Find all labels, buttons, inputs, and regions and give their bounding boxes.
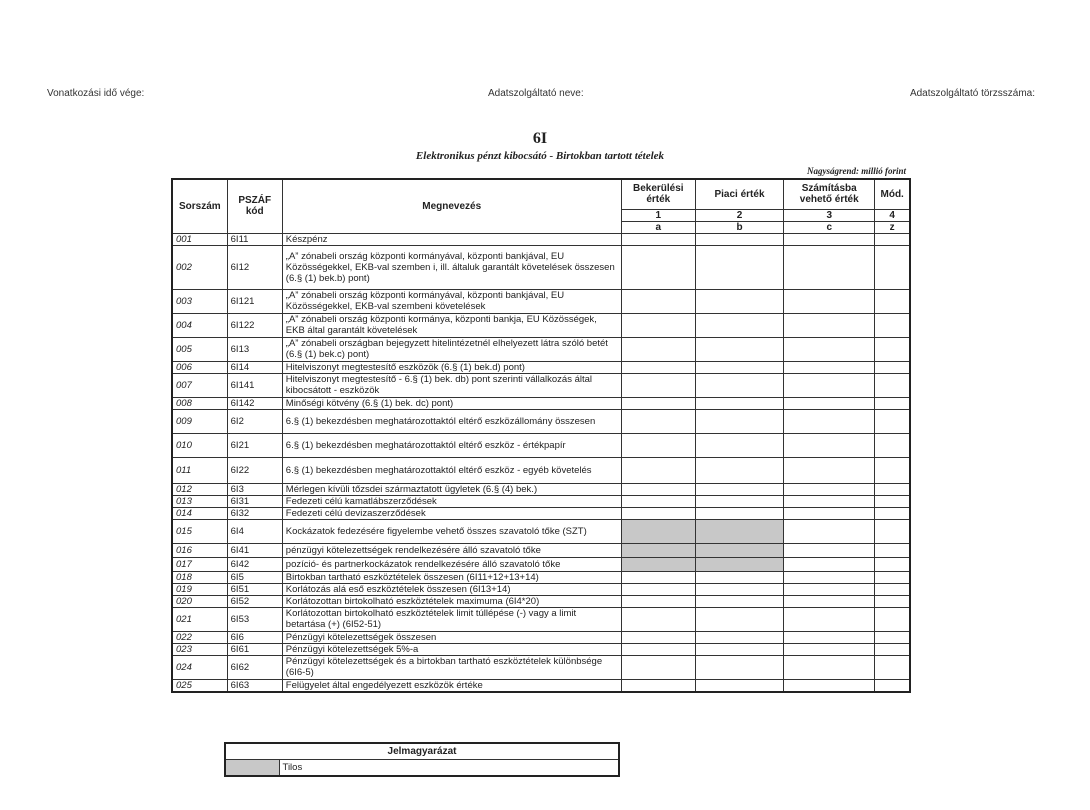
table-row [172,679,910,692]
col-header-serial: Sorszám [172,179,227,233]
provider-id-label: Adatszolgáltató törzsszáma: [909,88,1035,99]
value-cell[interactable] [784,409,875,433]
row-serial: 010 [172,433,227,457]
row-name: Korlátozottan birtokolható eszköztételek limit túllépése (-) vagy a limit betartása (+) (6I52-51) [282,607,621,631]
value-cell[interactable] [784,679,875,692]
value-cell[interactable] [621,595,695,607]
row-name: 6.§ (1) bekezdésben meghatározottaktól eltérő eszköz - egyéb követelés [282,457,621,483]
row-code: 6I4 [227,519,282,543]
value-cell[interactable] [621,483,695,495]
value-cell[interactable] [695,337,783,361]
value-cell[interactable] [621,643,695,655]
value-cell[interactable] [784,457,875,483]
row-serial: 005 [172,337,227,361]
form-code: 6I [532,130,548,147]
value-cell[interactable] [621,583,695,595]
value-cell[interactable] [784,233,875,245]
table-row [172,495,910,507]
value-cell[interactable] [621,245,695,289]
col-header-pszaf-code: PSZÁF kód [227,179,282,233]
value-cell[interactable] [695,495,783,507]
items-table [171,178,911,693]
legend-title: Jelmagyarázat [225,743,619,760]
row-code: 6I121 [227,289,282,313]
row-serial: 001 [172,233,227,245]
row-serial: 008 [172,397,227,409]
row-serial: 006 [172,361,227,373]
table-row [172,519,910,543]
row-name: Fedezeti célú devizaszerződések [282,507,621,519]
row-code: 6I51 [227,583,282,595]
value-cell[interactable] [784,507,875,519]
row-code: 6I14 [227,361,282,373]
unit-note: Nagyságrend: millió forint [806,166,906,176]
value-cell[interactable] [784,583,875,595]
value-cell[interactable] [695,397,783,409]
row-serial: 018 [172,571,227,583]
row-name: „A” zónabeli ország központi kormányával, központi bankjával, EU Közösségekkel, EKB-val szemben i, ill. általuk garantált követelések összesen (6.§ (1) bek.b) pont) [282,245,621,289]
table-row [172,543,910,557]
value-cell[interactable] [784,397,875,409]
table-row [172,631,910,643]
value-cell[interactable] [875,361,910,373]
table-row [172,507,910,519]
value-cell[interactable] [695,457,783,483]
value-cell[interactable] [695,289,783,313]
row-code: 6I61 [227,643,282,655]
value-cell[interactable] [875,233,910,245]
row-code: 6I53 [227,607,282,631]
value-cell[interactable] [875,643,910,655]
value-cell[interactable] [695,595,783,607]
row-code: 6I5 [227,571,282,583]
value-cell[interactable] [875,495,910,507]
prohibited-cell [621,519,695,543]
row-code: 6I6 [227,631,282,643]
row-serial: 023 [172,643,227,655]
legend-swatch [225,760,279,777]
row-name: 6.§ (1) bekezdésben meghatározottaktól eltérő eszköz - értékpapír [282,433,621,457]
value-cell[interactable] [621,313,695,337]
value-cell[interactable] [621,495,695,507]
value-cell[interactable] [875,519,910,543]
prohibited-cell [695,557,783,571]
value-cell[interactable] [875,571,910,583]
value-cell[interactable] [695,483,783,495]
row-name: „A” zónabeli ország központi kormányával, központi bankjával, EU Közösségekkel, EKB-val szembeni követelések [282,289,621,313]
row-code: 6I141 [227,373,282,397]
value-cell[interactable] [875,337,910,361]
value-cell[interactable] [875,373,910,397]
col-index-letter: a [621,221,695,233]
table-row [172,583,910,595]
value-cell[interactable] [695,655,783,679]
period-end-label: Vonatkozási idő vége: [47,88,145,99]
col-index-letter: c [784,221,875,233]
row-code: 6I142 [227,397,282,409]
value-cell[interactable] [784,337,875,361]
col-header-value1: Bekerülési érték [621,179,695,209]
table-row [172,373,910,397]
row-code: 6I2 [227,409,282,433]
value-cell[interactable] [621,373,695,397]
table-row [172,595,910,607]
row-serial: 013 [172,495,227,507]
value-cell[interactable] [875,289,910,313]
value-cell[interactable] [875,583,910,595]
table-row [172,483,910,495]
value-cell[interactable] [621,409,695,433]
value-cell[interactable] [875,557,910,571]
row-code: 6I12 [227,245,282,289]
value-cell[interactable] [621,607,695,631]
value-cell[interactable] [784,595,875,607]
col-index-letter: z [875,221,910,233]
value-cell[interactable] [875,679,910,692]
value-cell[interactable] [875,313,910,337]
value-cell[interactable] [875,483,910,495]
value-cell[interactable] [695,409,783,433]
table-row [172,457,910,483]
value-cell[interactable] [621,397,695,409]
row-code: 6I11 [227,233,282,245]
prohibited-cell [621,557,695,571]
col-header-value3: Számításba vehető érték [784,179,875,209]
row-serial: 015 [172,519,227,543]
value-cell[interactable] [784,631,875,643]
value-cell[interactable] [875,409,910,433]
value-cell[interactable] [695,433,783,457]
row-serial: 004 [172,313,227,337]
row-name: Pénzügyi kötelezettségek 5%-a [282,643,621,655]
value-cell[interactable] [621,571,695,583]
value-cell[interactable] [875,397,910,409]
row-serial: 011 [172,457,227,483]
row-name: Hitelviszonyt megtestesítő - 6.§ (1) bek. db) pont szerinti vállalkozás által kibocsátott - eszközök [282,373,621,397]
row-name: Birtokban tartható eszköztételek összesen (6I11+12+13+14) [282,571,621,583]
row-code: 6I41 [227,543,282,557]
row-serial: 003 [172,289,227,313]
legend-label: Tilos [279,760,619,777]
col-index-letter: b [695,221,783,233]
row-code: 6I21 [227,433,282,457]
value-cell[interactable] [621,337,695,361]
row-name: pozíció- és partnerkockázatok rendelkezésére álló szavatoló tőke [282,557,621,571]
table-row [172,313,910,337]
table-row [172,397,910,409]
col-index-number: 1 [621,209,695,221]
row-serial: 020 [172,595,227,607]
value-cell[interactable] [621,433,695,457]
row-serial: 009 [172,409,227,433]
row-name: Minőségi kötvény (6.§ (1) bek. dc) pont) [282,397,621,409]
form-title: Elektronikus pénzt kibocsátó - Birtokban tartott tételek [415,150,665,162]
value-cell[interactable] [621,679,695,692]
row-name: Pénzügyi kötelezettségek és a birtokban tartható eszköztételek különbsége (6I6-5) [282,655,621,679]
row-name: pénzügyi kötelezettségek rendelkezésére álló szavatoló tőke [282,543,621,557]
col-header-mod: Mód. [875,179,910,209]
value-cell[interactable] [784,643,875,655]
row-code: 6I3 [227,483,282,495]
value-cell[interactable] [621,233,695,245]
value-cell[interactable] [695,643,783,655]
table-row [172,655,910,679]
table-row [172,643,910,655]
value-cell[interactable] [695,233,783,245]
value-cell[interactable] [784,557,875,571]
value-cell[interactable] [875,595,910,607]
table-row [172,245,910,289]
value-cell[interactable] [784,571,875,583]
row-serial: 007 [172,373,227,397]
value-cell[interactable] [875,433,910,457]
row-serial: 025 [172,679,227,692]
row-name: Pénzügyi kötelezettségek összesen [282,631,621,643]
col-index-number: 3 [784,209,875,221]
col-header-name: Megnevezés [282,179,621,233]
value-cell[interactable] [784,373,875,397]
table-row [172,233,910,245]
value-cell[interactable] [784,483,875,495]
row-serial: 024 [172,655,227,679]
row-name: „A” zónabeli országban bejegyzett hitelintézetnél elhelyezett látra szóló betét (6.§ (1) bek.c) pont) [282,337,621,361]
value-cell[interactable] [875,543,910,557]
row-code: 6I13 [227,337,282,361]
table-row [172,433,910,457]
prohibited-cell [695,519,783,543]
row-code: 6I42 [227,557,282,571]
value-cell[interactable] [875,457,910,483]
row-name: Fedezeti célú kamatlábszerződések [282,495,621,507]
row-name: Felügyelet által engedélyezett eszközök értéke [282,679,621,692]
row-code: 6I31 [227,495,282,507]
value-cell[interactable] [784,519,875,543]
table-row [172,337,910,361]
row-code: 6I122 [227,313,282,337]
row-code: 6I62 [227,655,282,679]
value-cell[interactable] [695,373,783,397]
value-cell[interactable] [621,361,695,373]
prohibited-cell [695,543,783,557]
value-cell[interactable] [695,507,783,519]
row-code: 6I63 [227,679,282,692]
value-cell[interactable] [695,607,783,631]
table-row [172,409,910,433]
value-cell[interactable] [621,655,695,679]
prohibited-cell [621,543,695,557]
row-serial: 017 [172,557,227,571]
row-code: 6I32 [227,507,282,519]
row-code: 6I52 [227,595,282,607]
value-cell[interactable] [875,507,910,519]
row-code: 6I22 [227,457,282,483]
value-cell[interactable] [695,245,783,289]
value-cell[interactable] [695,631,783,643]
value-cell[interactable] [695,679,783,692]
value-cell[interactable] [875,245,910,289]
value-cell[interactable] [784,433,875,457]
table-row [172,361,910,373]
row-serial: 014 [172,507,227,519]
value-cell[interactable] [784,655,875,679]
value-cell[interactable] [621,289,695,313]
row-serial: 016 [172,543,227,557]
value-cell[interactable] [784,245,875,289]
row-name: Mérlegen kívüli tőzsdei származtatott ügyletek (6.§ (4) bek.) [282,483,621,495]
col-index-number: 4 [875,209,910,221]
row-name: „A” zónabeli ország központi kormánya, központi bankja, EU Közösségek, EKB által garantált követelések [282,313,621,337]
value-cell[interactable] [695,313,783,337]
value-cell[interactable] [621,631,695,643]
row-name: Készpénz [282,233,621,245]
legend-table [224,742,620,777]
value-cell[interactable] [784,361,875,373]
table-row [172,571,910,583]
row-name: Hitelviszonyt megtestesítő eszközök (6.§ (1) bek.d) pont) [282,361,621,373]
table-row [172,557,910,571]
value-cell[interactable] [621,507,695,519]
value-cell[interactable] [695,583,783,595]
value-cell[interactable] [695,571,783,583]
value-cell[interactable] [875,631,910,643]
row-name: Korlátozottan birtokolható eszköztételek maximuma (6I4*20) [282,595,621,607]
value-cell[interactable] [784,289,875,313]
value-cell[interactable] [621,457,695,483]
table-row [172,607,910,631]
value-cell[interactable] [784,313,875,337]
value-cell[interactable] [784,543,875,557]
row-serial: 012 [172,483,227,495]
row-serial: 019 [172,583,227,595]
col-header-value2: Piaci érték [695,179,783,209]
value-cell[interactable] [784,495,875,507]
value-cell[interactable] [784,607,875,631]
value-cell[interactable] [875,607,910,631]
col-index-number: 2 [695,209,783,221]
row-name: 6.§ (1) bekezdésben meghatározottaktól eltérő eszközállomány összesen [282,409,621,433]
value-cell[interactable] [695,361,783,373]
table-row [172,289,910,313]
row-name: Korlátozás alá eső eszköztételek összesen (6I13+14) [282,583,621,595]
value-cell[interactable] [875,655,910,679]
row-serial: 002 [172,245,227,289]
row-serial: 022 [172,631,227,643]
row-name: Kockázatok fedezésére figyelembe vehető összes szavatoló tőke (SZT) [282,519,621,543]
provider-name-label: Adatszolgáltató neve: [488,88,584,99]
row-serial: 021 [172,607,227,631]
